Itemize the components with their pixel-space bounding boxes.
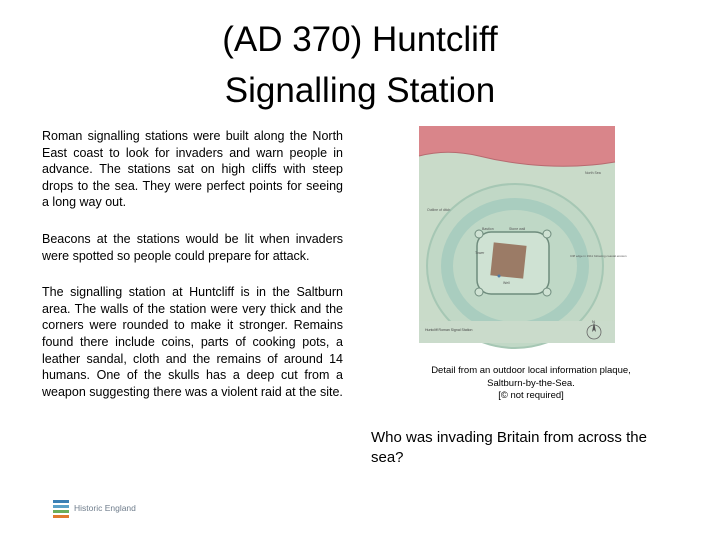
paragraph-2: Beacons at the stations would be lit when invaders were spotted so people could prepare for attack. [42, 231, 343, 263]
logo-text: Historic England [74, 503, 136, 513]
plaque-label-cliff-edge-text: Cliff edge in 1911 following coastal erosion [570, 254, 627, 258]
historic-england-logo [52, 498, 136, 520]
plaque-bastion-sw [475, 288, 483, 296]
plaque-footer [419, 321, 615, 343]
plaque-bastion-ne [543, 230, 551, 238]
page-title [150, 14, 570, 116]
historic-england-logo-icon [52, 498, 70, 520]
plaque-bastion-nw [475, 230, 483, 238]
plaque-label-sea: North Sea [585, 171, 601, 175]
plaque-bastion-se [543, 288, 551, 296]
body-text [42, 128, 343, 420]
plaque-label-cliff-edge [570, 254, 627, 258]
caption-line-1: Detail from an outdoor local information plaque, [431, 365, 631, 376]
plaque-label-outline: Outline of ditch [427, 208, 451, 212]
plaque-well [498, 275, 501, 278]
plaque-label-bastion: Bastion [482, 227, 494, 231]
paragraph-3: The signalling station at Huntcliff is in the Saltburn area. The walls of the station were very thick and the corners were rounded to make it stronger. Remains found there include coins, parts of cooking pots, a leather sandal, cloth and the remains of around 14 humans. One of the skulls has a deep cut from a weapon suggesting there was a violent raid at the site. [42, 285, 343, 399]
plaque-image [419, 126, 627, 343]
image-caption [410, 365, 652, 403]
caption-line-2: Saltburn-by-the-Sea. [487, 377, 575, 389]
plaque-label-tower: Tower [475, 251, 485, 255]
title-line-1: (AD 370) Huntcliff [222, 20, 498, 59]
title-line-2: Signalling Station [224, 71, 496, 110]
plaque-title-label: Huntcliff Roman Signal Station [425, 328, 473, 332]
paragraph-1: Roman signalling stations were built along the North East coast to look for invaders and warn people in advance. The stations sat on high cliffs with steep drops to the sea. They were perfect points for seeing a long way out. [42, 129, 343, 210]
discussion-question: Who was invading Britain from across the sea? [371, 429, 647, 466]
north-label: N [592, 319, 595, 324]
plaque-label-stone-wall: Stone wall [509, 227, 526, 231]
plaque-tower [490, 242, 526, 278]
plaque-label-well: Well [503, 281, 510, 285]
caption-line-3: [© not required] [498, 390, 564, 401]
